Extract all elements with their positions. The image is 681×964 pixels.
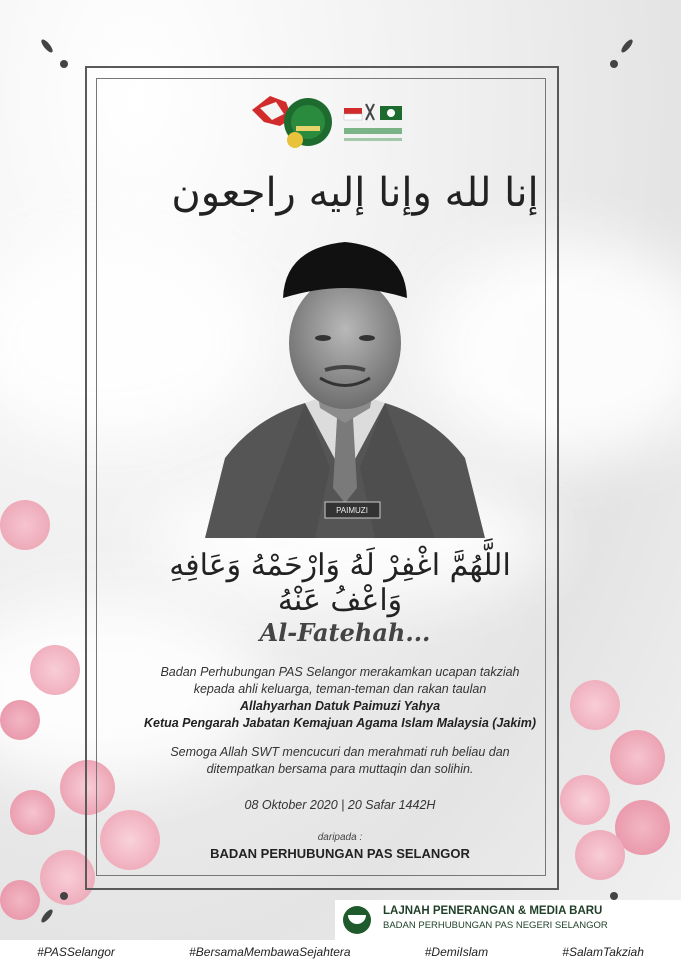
corner-ornament-top-right: [596, 38, 636, 78]
corner-ornament-top-left: [44, 38, 84, 78]
message-line-6: ditempatkan bersama para muttaqin dan solihin.: [206, 762, 474, 776]
inna-lillahi-calligraphy: إنا لله وإنا إليه راجعون: [171, 170, 539, 216]
deceased-name: Allahyarhan Datuk Paimuzi Yahya: [239, 699, 441, 713]
hashtag[interactable]: #BersamaMembawaSejahtera: [189, 945, 351, 959]
corner-ornament-bottom-left: [44, 888, 84, 928]
hashtag-bar: [0, 940, 681, 964]
pas-party-logo: [340, 98, 410, 158]
date-line: 08 Oktober 2020 | 20 Safar 1442H: [244, 798, 436, 812]
message-line-2: kepada ahli keluarga, teman-teman dan rakan taulan: [193, 682, 487, 696]
footer-banner: [335, 900, 681, 940]
from-organization: BADAN PERHUBUNGAN PAS SELANGOR: [210, 846, 470, 861]
hashtag[interactable]: #DemiIslam: [424, 945, 489, 959]
pas-moon-icon: [343, 906, 371, 934]
footer-title: LAJNAH PENERANGAN & MEDIA BARU: [383, 905, 603, 917]
footer-subtitle: BADAN PERHUBUNGAN PAS NEGERI SELANGOR: [383, 920, 608, 931]
name-tag: PAIMUZI: [336, 506, 368, 515]
al-fatehah-title: Al-Fatehah...: [259, 618, 431, 647]
hashtag[interactable]: #PASSelangor: [37, 945, 115, 959]
deceased-position: Ketua Pengarah Jabatan Kemajuan Agama Islam Malaysia (Jakim): [143, 716, 537, 730]
portrait-photo: [195, 238, 495, 538]
dua-calligraphy: اللَّهُمَّ اغْفِرْ لَهُ وَارْحَمْهُ وَعَافِهِ وَاعْفُ عَنْهُ: [169, 548, 511, 618]
message-line-1: Badan Perhubungan PAS Selangor merakamkan ucapan takziah: [160, 665, 520, 679]
hashtag[interactable]: #SalamTakziah: [562, 945, 644, 959]
from-label: daripada :: [317, 832, 363, 843]
message-line-5: Semoga Allah SWT mencucuri dan merahmati ruh beliau dan: [170, 745, 510, 759]
